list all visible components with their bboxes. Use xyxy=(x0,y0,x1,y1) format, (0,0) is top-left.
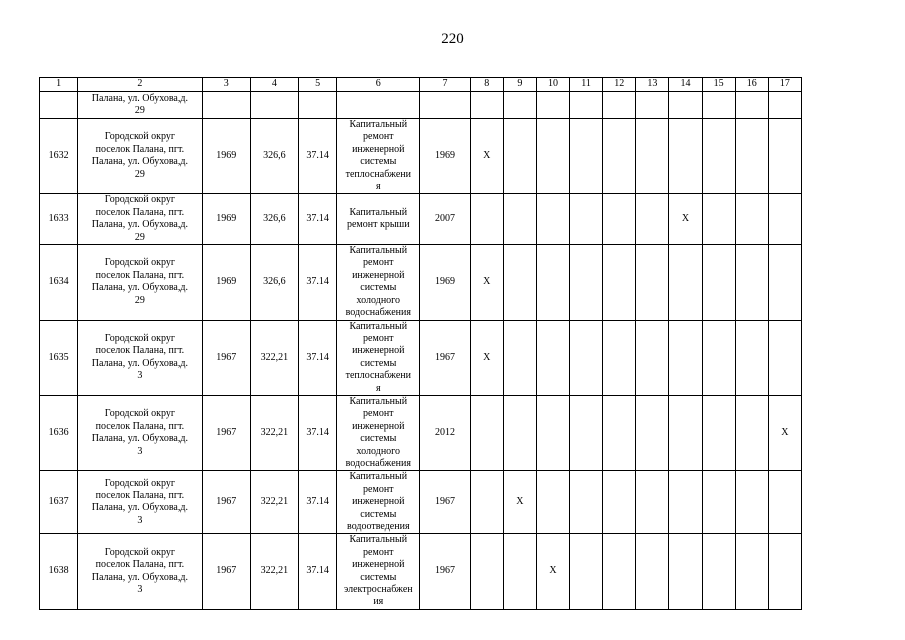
header-cell: 6 xyxy=(337,78,420,92)
table-cell xyxy=(735,245,768,320)
table-cell: Городской округ поселок Палана, пгт. Палана, ул. Обухова,д. 3 xyxy=(78,395,202,470)
table-cell: Капитальный ремонт инженерной системы холодного водоснабжения xyxy=(337,395,420,470)
table-cell: 322,21 xyxy=(250,395,298,470)
table-cell xyxy=(503,245,536,320)
header-cell: 7 xyxy=(420,78,470,92)
table-cell xyxy=(669,320,702,395)
table-cell: 1636 xyxy=(40,395,78,470)
table-row xyxy=(40,534,802,609)
table-cell: 2012 xyxy=(420,395,470,470)
table-row xyxy=(40,245,802,320)
table-cell: 1967 xyxy=(202,471,250,534)
table-cell xyxy=(768,119,801,194)
table-cell xyxy=(570,320,603,395)
table-cell: 1969 xyxy=(420,245,470,320)
table-cell xyxy=(702,471,735,534)
table-cell: 1969 xyxy=(202,245,250,320)
table-cell xyxy=(536,245,569,320)
table-cell xyxy=(570,395,603,470)
table-cell xyxy=(536,119,569,194)
table-cell xyxy=(603,92,636,119)
table-cell xyxy=(536,92,569,119)
table-cell xyxy=(337,92,420,119)
header-cell: 1 xyxy=(40,78,78,92)
table-row xyxy=(40,320,802,395)
table-cell: 1969 xyxy=(202,119,250,194)
table-cell: Капитальный ремонт крыши xyxy=(337,194,420,245)
table-cell xyxy=(669,534,702,609)
table-cell xyxy=(250,92,298,119)
table-cell: 326,6 xyxy=(250,119,298,194)
header-row xyxy=(40,78,802,92)
table-cell: 322,21 xyxy=(250,471,298,534)
table-cell: 37.14 xyxy=(299,471,337,534)
table-cell xyxy=(702,119,735,194)
table-cell xyxy=(636,534,669,609)
table-cell xyxy=(735,92,768,119)
table-cell xyxy=(470,471,503,534)
header-cell: 14 xyxy=(669,78,702,92)
table-cell xyxy=(702,320,735,395)
table-cell xyxy=(570,471,603,534)
table-cell: 37.14 xyxy=(299,245,337,320)
table-cell: Капитальный ремонт инженерной системы теплоснабжени я xyxy=(337,320,420,395)
table-row xyxy=(40,119,802,194)
table-cell: Капитальный ремонт инженерной системы водоотведения xyxy=(337,471,420,534)
table-cell xyxy=(768,534,801,609)
table-cell: 322,21 xyxy=(250,534,298,609)
table-cell xyxy=(603,245,636,320)
table-cell: 1969 xyxy=(420,119,470,194)
table-cell xyxy=(636,92,669,119)
table-row xyxy=(40,395,802,470)
table-cell: 1967 xyxy=(420,471,470,534)
table-cell xyxy=(570,534,603,609)
table-cell: Городской округ поселок Палана, пгт. Палана, ул. Обухова,д. 3 xyxy=(78,320,202,395)
table-cell xyxy=(669,119,702,194)
table-cell xyxy=(735,471,768,534)
table-cell xyxy=(570,92,603,119)
table-cell xyxy=(636,119,669,194)
table-cell: Капитальный ремонт инженерной системы электроснабжен ия xyxy=(337,534,420,609)
table-cell: Городской округ поселок Палана, пгт. Палана, ул. Обухова,д. 3 xyxy=(78,471,202,534)
table-cell: X xyxy=(470,119,503,194)
table-cell xyxy=(735,320,768,395)
table-cell: 1967 xyxy=(202,395,250,470)
table-cell xyxy=(536,395,569,470)
table-cell xyxy=(503,395,536,470)
table-cell xyxy=(768,320,801,395)
header-cell: 17 xyxy=(768,78,801,92)
header-cell: 11 xyxy=(570,78,603,92)
table-cell: 37.14 xyxy=(299,194,337,245)
table-cell xyxy=(299,92,337,119)
table-cell xyxy=(735,119,768,194)
table-cell: X xyxy=(536,534,569,609)
table-cell: 326,6 xyxy=(250,245,298,320)
table-cell xyxy=(636,194,669,245)
table-cell xyxy=(40,92,78,119)
table-cell xyxy=(603,320,636,395)
table-cell: 326,6 xyxy=(250,194,298,245)
header-cell: 10 xyxy=(536,78,569,92)
table-cell xyxy=(470,395,503,470)
table-cell xyxy=(202,92,250,119)
page-number: 220 xyxy=(441,31,464,47)
header-cell: 8 xyxy=(470,78,503,92)
header-cell: 9 xyxy=(503,78,536,92)
table-cell xyxy=(420,92,470,119)
table-cell xyxy=(702,245,735,320)
table-cell xyxy=(470,534,503,609)
table-cell: 1967 xyxy=(202,534,250,609)
table-cell: Капитальный ремонт инженерной системы холодного водоснабжения xyxy=(337,245,420,320)
table-row xyxy=(40,194,802,245)
table-cell xyxy=(503,119,536,194)
table-cell: 2007 xyxy=(420,194,470,245)
table-cell: Городской округ поселок Палана, пгт. Палана, ул. Обухова,д. 3 xyxy=(78,534,202,609)
header-cell: 15 xyxy=(702,78,735,92)
table-cell: 1967 xyxy=(420,534,470,609)
table-cell xyxy=(768,194,801,245)
table-row xyxy=(40,92,802,119)
table-cell: 37.14 xyxy=(299,395,337,470)
table-cell xyxy=(636,395,669,470)
table-cell xyxy=(570,119,603,194)
table-cell xyxy=(603,395,636,470)
table-cell: 37.14 xyxy=(299,119,337,194)
table-cell xyxy=(503,92,536,119)
table-cell xyxy=(503,194,536,245)
table-cell xyxy=(702,92,735,119)
table-cell: 1637 xyxy=(40,471,78,534)
table-cell xyxy=(768,92,801,119)
table-cell: 1967 xyxy=(202,320,250,395)
table-cell xyxy=(536,320,569,395)
table-cell xyxy=(735,395,768,470)
table-cell: Капитальный ремонт инженерной системы теплоснабжени я xyxy=(337,119,420,194)
table-cell xyxy=(669,395,702,470)
table-cell xyxy=(603,534,636,609)
table-cell: 1635 xyxy=(40,320,78,395)
table-cell: X xyxy=(669,194,702,245)
table-cell xyxy=(768,471,801,534)
table-cell: Городской округ поселок Палана, пгт. Палана, ул. Обухова,д. 29 xyxy=(78,245,202,320)
header-cell: 4 xyxy=(250,78,298,92)
table-cell xyxy=(603,471,636,534)
table-cell xyxy=(636,245,669,320)
table-cell xyxy=(570,194,603,245)
table-cell xyxy=(470,92,503,119)
table-cell xyxy=(669,92,702,119)
header-cell: 13 xyxy=(636,78,669,92)
table-cell: 1632 xyxy=(40,119,78,194)
table-cell: X xyxy=(768,395,801,470)
table-cell: 37.14 xyxy=(299,320,337,395)
table-cell xyxy=(603,194,636,245)
header-cell: 5 xyxy=(299,78,337,92)
header-cell: 12 xyxy=(603,78,636,92)
table-cell xyxy=(536,471,569,534)
table-cell xyxy=(768,245,801,320)
header-cell: 16 xyxy=(735,78,768,92)
table-cell xyxy=(735,534,768,609)
table-cell xyxy=(636,320,669,395)
table-cell: Городской округ поселок Палана, пгт. Палана, ул. Обухова,д. 29 xyxy=(78,194,202,245)
data-table xyxy=(39,77,802,610)
table-cell xyxy=(702,534,735,609)
table-cell xyxy=(636,471,669,534)
table-row xyxy=(40,471,802,534)
table-cell xyxy=(702,395,735,470)
table-cell xyxy=(603,119,636,194)
table-cell xyxy=(570,245,603,320)
table-cell xyxy=(536,194,569,245)
table-cell: X xyxy=(470,245,503,320)
table-cell: 37.14 xyxy=(299,534,337,609)
table-cell xyxy=(669,471,702,534)
table-cell: X xyxy=(503,471,536,534)
table-cell: 322,21 xyxy=(250,320,298,395)
table-cell xyxy=(669,245,702,320)
table-cell: 1634 xyxy=(40,245,78,320)
table-cell xyxy=(503,320,536,395)
table-cell: 1967 xyxy=(420,320,470,395)
table-cell xyxy=(735,194,768,245)
table-cell xyxy=(503,534,536,609)
table-cell: Палана, ул. Обухова,д. 29 xyxy=(78,92,202,119)
table-cell: X xyxy=(470,320,503,395)
header-cell: 3 xyxy=(202,78,250,92)
table-cell: 1969 xyxy=(202,194,250,245)
table-cell xyxy=(470,194,503,245)
table-cell: 1638 xyxy=(40,534,78,609)
table-cell: 1633 xyxy=(40,194,78,245)
table-cell xyxy=(702,194,735,245)
table-cell: Городской округ поселок Палана, пгт. Палана, ул. Обухова,д. 29 xyxy=(78,119,202,194)
header-cell: 2 xyxy=(78,78,202,92)
